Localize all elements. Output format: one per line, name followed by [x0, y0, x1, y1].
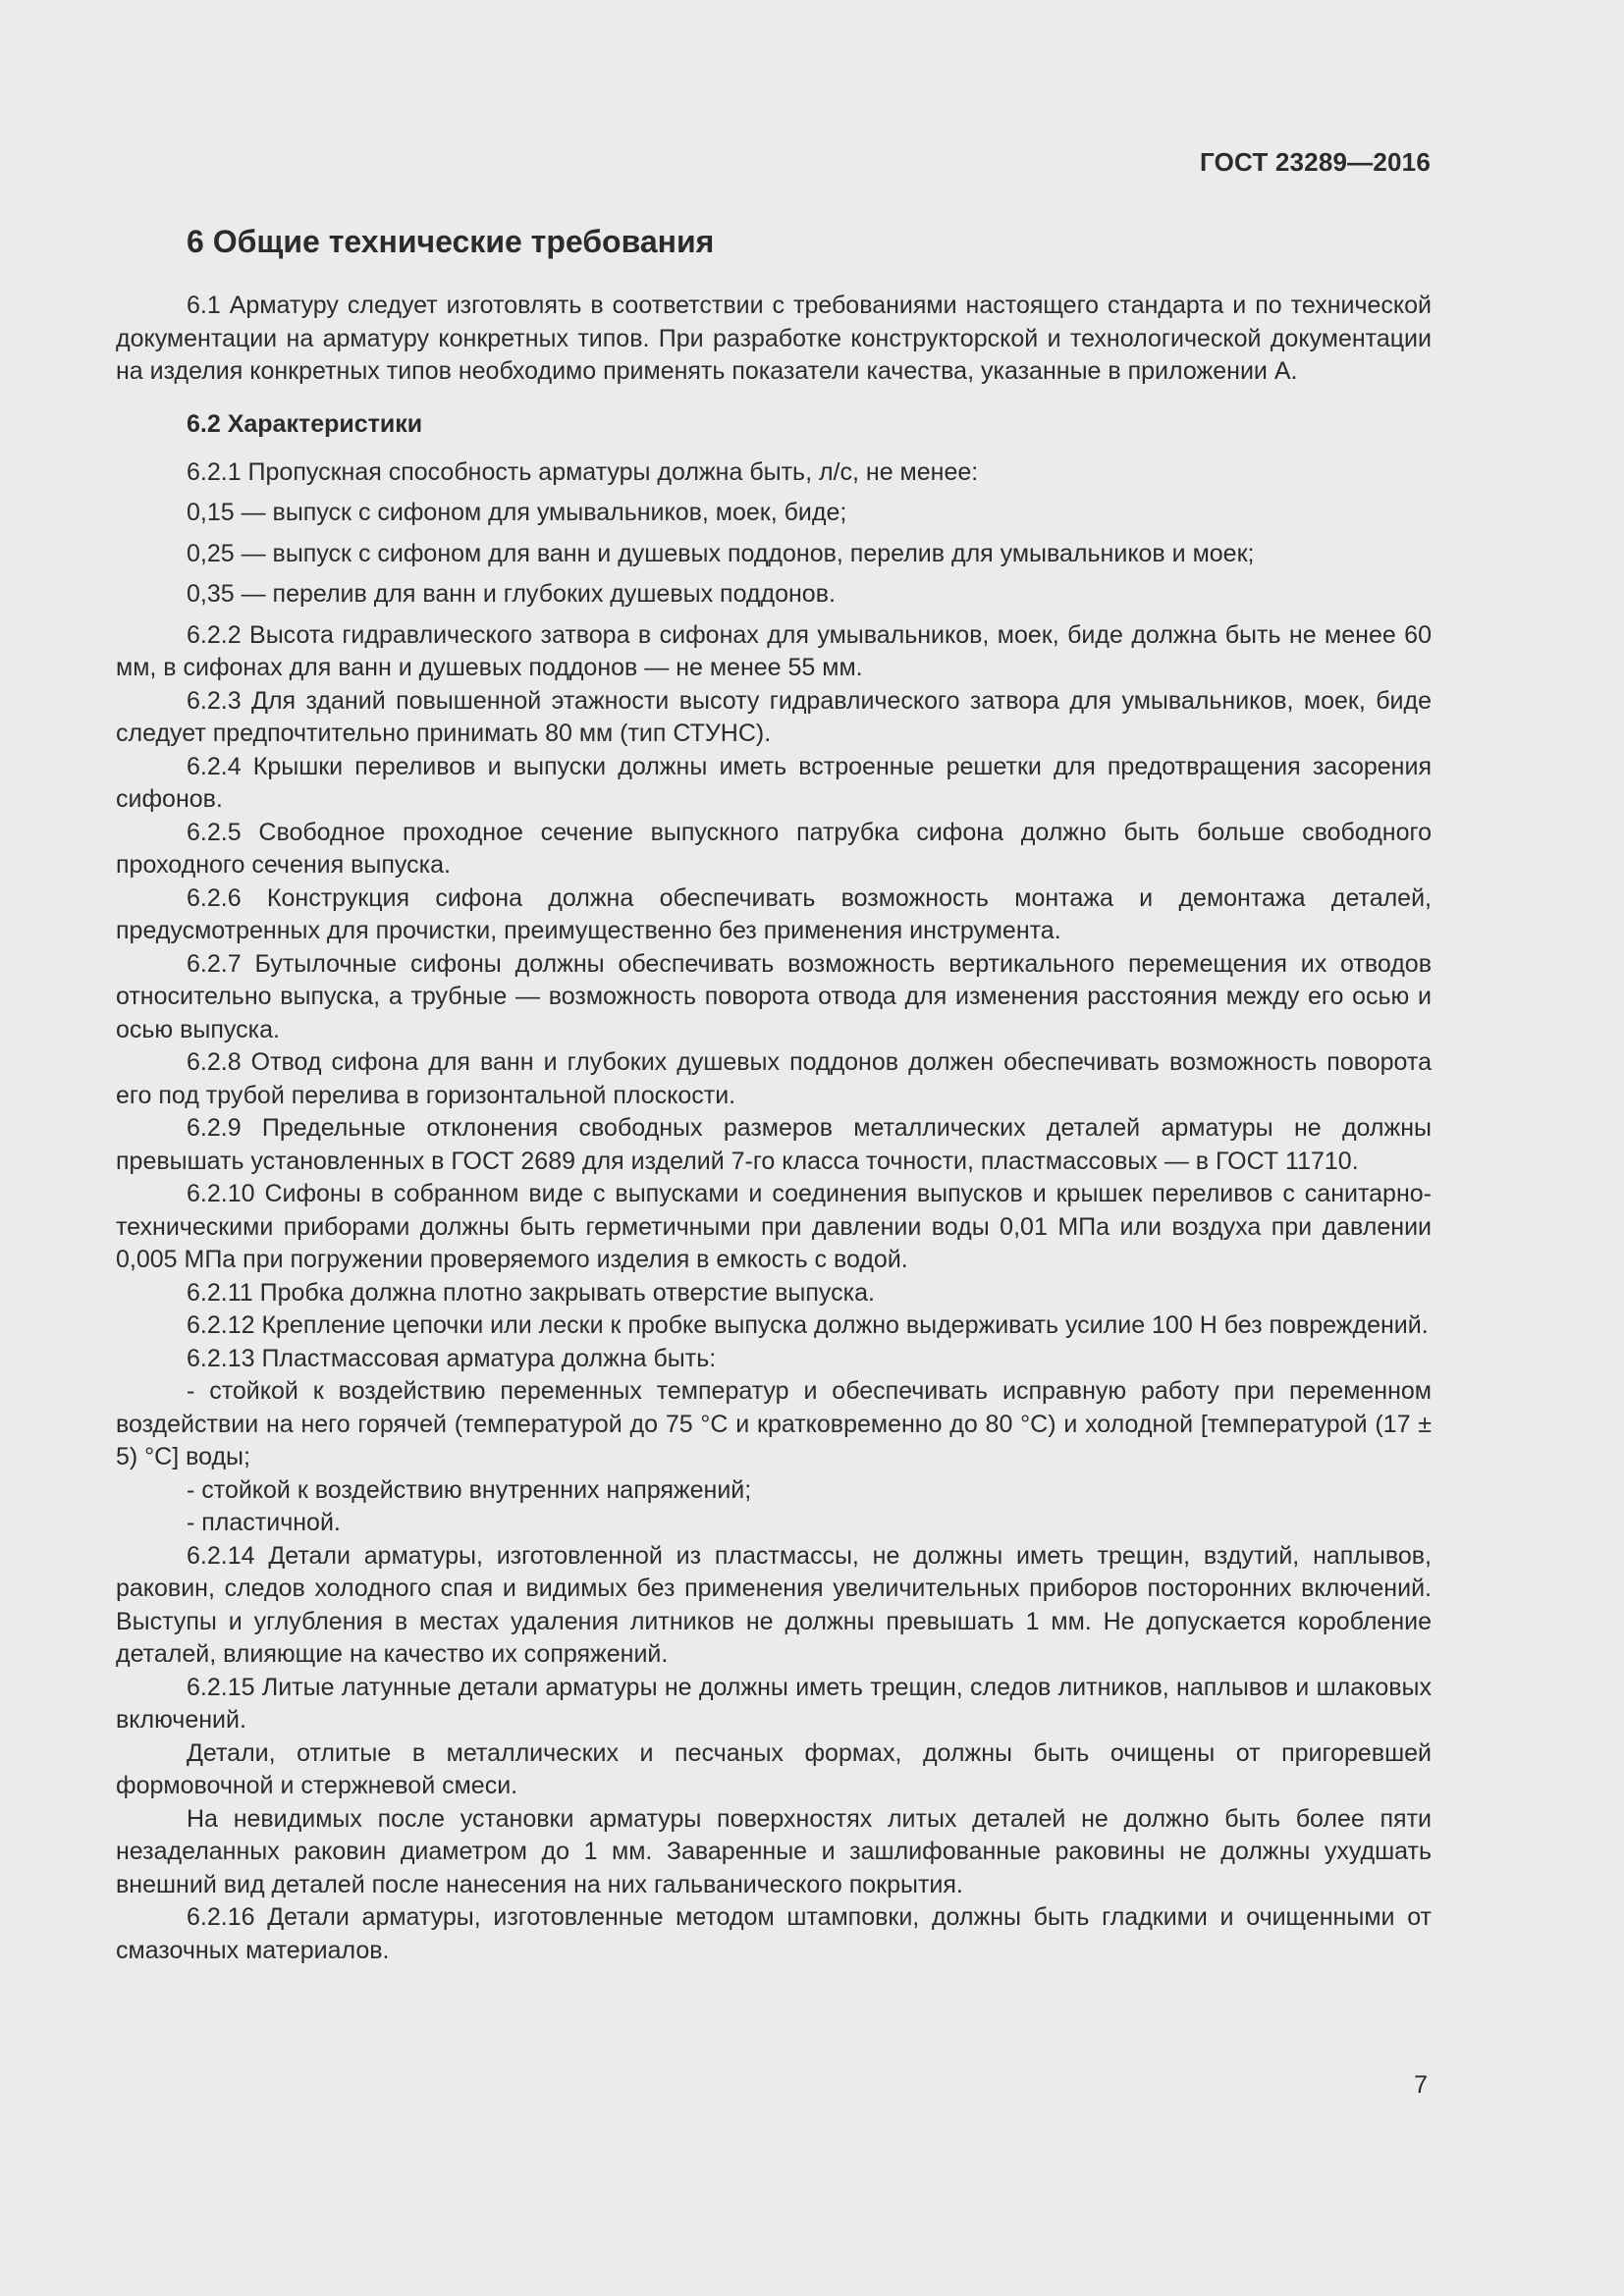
paragraph-6-2-8: 6.2.8 Отвод сифона для ванн и глубоких душевых поддонов должен обеспечивать возможность поворота его под трубой перелива в горизонтальной плоскости.: [116, 1048, 1432, 1109]
plastic-item: - пластичной.: [187, 1509, 341, 1536]
paragraph-6-2-5: 6.2.5 Свободное проходное сечение выпускного патрубка сифона должно быть больше свободного проходного сечения выпуска.: [116, 818, 1432, 879]
paragraph-6-2-11: 6.2.11 Пробка должна плотно закрывать отверстие выпуска.: [187, 1278, 875, 1307]
paragraph-6-2-15-c: На невидимых после установки арматуры поверхностях литых деталей не должно быть более пяти незаделанных раковин диаметром до 1 мм. Заваренные и зашлифованные раковины не должны ухудшать внешний вид деталей после нанесения на них гальванического покрытия.: [116, 1804, 1432, 1898]
paragraph-6-2-3: 6.2.3 Для зданий повышенной этажности высоту гидравлического затвора для умывальников, моек, биде следует предпочтительно принимать 80 мм (тип СТУНС).: [116, 686, 1432, 747]
paragraph-6-2-16: 6.2.16 Детали арматуры, изготовленные методом штамповки, должны быть гладкими и очищенными от смазочных материалов.: [116, 1903, 1432, 1964]
page-number: 7: [1414, 2071, 1428, 2099]
document-body: [116, 216, 1432, 1967]
paragraph-6-2-13: 6.2.13 Пластмассовая арматура должна быть:: [187, 1344, 717, 1372]
plastic-item: - стойкой к воздействию внутренних напряжений;: [187, 1475, 752, 1504]
paragraph-6-2-15: 6.2.15 Литые латунные детали арматуры не должны иметь трещин, следов литников, наплывов и шлаковых включений.: [116, 1673, 1432, 1734]
paragraph-6-2-1: 6.2.1 Пропускная способность арматуры должна быть, л/с, не менее:: [187, 457, 979, 486]
paragraph-6-2-7: 6.2.7 Бутылочные сифоны должны обеспечивать возможность вертикального перемещения их отводов относительно выпуска, а трубные — возможность поворота отвода для изменения расстояния между его осью и осью выпуска.: [116, 949, 1432, 1043]
paragraph-6-2-12: 6.2.12 Крепление цепочки или лески к пробке выпуска должно выдерживать усилие 100 Н без повреждений.: [187, 1311, 1429, 1339]
flow-item: 0,25 — выпуск с сифоном для ванн и душевых поддонов, перелив для умывальников и моек;: [187, 539, 1255, 567]
plastic-item: - стойкой к воздействию переменных температур и обеспечивать исправную работу при переменном воздействии на него горячей (температурой до 75 °С и кратковременно до 80 °С) и холодной [температурой (17 ± 5) °С] воды;: [116, 1377, 1432, 1470]
paragraph-6-1: 6.1 Арматуру следует изготовлять в соответствии с требованиями настоящего стандарта и по технической документации на арматуру конкретных типов. При разработке конструкторской и технологической документации на изделия конкретных типов необходимо применять показатели качества, указанные в приложении А.: [116, 292, 1432, 385]
paragraph-6-2-15-b: Детали, отлитые в металлических и песчаных формах, должны быть очищены от пригоревшей формовочной и стержневой смеси.: [116, 1738, 1432, 1799]
paragraph-6-2-6: 6.2.6 Конструкция сифона должна обеспечивать возможность монтажа и демонтажа деталей, предусмотренных для прочистки, преимущественно без применения инструмента.: [116, 883, 1432, 944]
document-header: ГОСТ 23289—2016: [1200, 147, 1431, 177]
flow-item: 0,15 — выпуск с сифоном для умывальников, моек, биде;: [187, 499, 847, 526]
paragraph-6-2-9: 6.2.9 Предельные отклонения свободных размеров металлических деталей арматуры не должны превышать установленных в ГОСТ 2689 для изделий 7-го класса точности, пластмассовых — в ГОСТ 11710.: [116, 1114, 1432, 1175]
paragraph-6-2-4: 6.2.4 Крышки переливов и выпуски должны иметь встроенные решетки для предотвращения засорения сифонов.: [116, 752, 1432, 813]
paragraph-6-2-14: 6.2.14 Детали арматуры, изготовленной из пластмассы, не должны иметь трещин, вздутий, наплывов, раковин, следов холодного спая и видимых без применения увеличительных приборов посторонних включений. Выступы и углубления в местах удаления литников не должны превышать 1 мм. Не допускается коробление деталей, влияющие на качество их сопряжений.: [116, 1541, 1432, 1668]
subsection-title: 6.2 Характеристики: [187, 409, 423, 438]
paragraph-6-2-2: 6.2.2 Высота гидравлического затвора в сифонах для умывальников, моек, биде должна быть не менее 60 мм, в сифонах для ванн и душевых поддонов — не менее 55 мм.: [116, 620, 1432, 681]
paragraph-6-2-10: 6.2.10 Сифоны в собранном виде с выпусками и соединения выпусков и крышек переливов с санитарно-техническими приборами должны быть герметичными при давлении воды 0,01 МПа или воздуха при давлении 0,005 МПа при погружении проверяемого изделия в емкость с водой.: [116, 1180, 1432, 1273]
flow-item: 0,35 — перелив для ванн и глубоких душевых поддонов.: [187, 580, 836, 608]
section-title: 6 Общие технические требования: [187, 224, 715, 259]
